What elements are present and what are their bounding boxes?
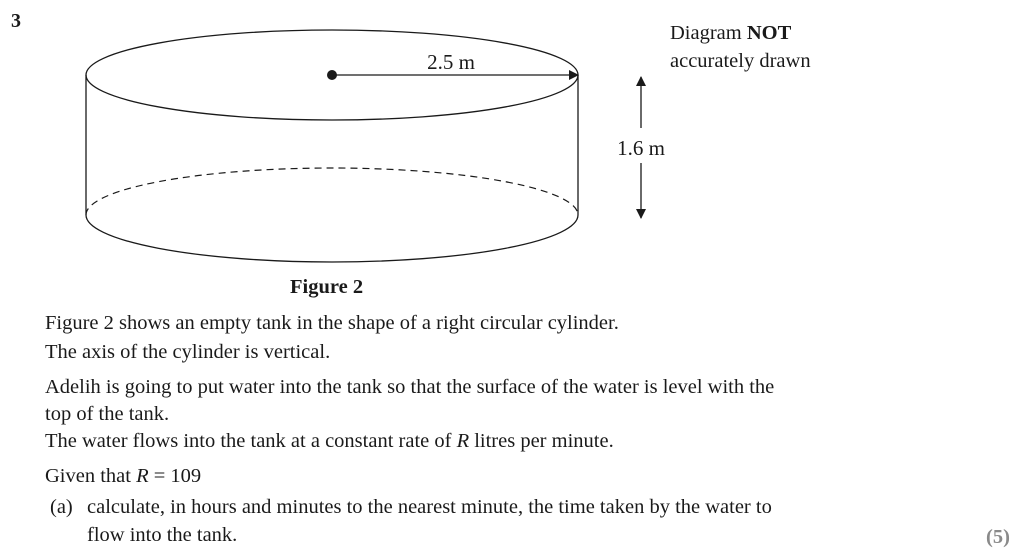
body-line-1: Figure 2 shows an empty tank in the shape of a right circular cylinder.	[45, 312, 619, 334]
body-line-4: top of the tank.	[45, 403, 170, 425]
marks-label: (5)	[986, 526, 1010, 548]
body-line-3: Adelih is going to put water into the tank so that the surface of the water is level with the	[45, 376, 775, 398]
text: Given that	[45, 465, 137, 487]
diagram-note-line2: accurately drawn	[670, 50, 811, 72]
part-a-label: (a)	[50, 496, 73, 518]
note-bold: NOT	[746, 22, 792, 44]
height-label: 1.6 m	[617, 136, 665, 160]
part-a-line-1: calculate, in hours and minutes to the nearest minute, the time taken by the water to	[87, 496, 772, 518]
text: = 109	[148, 465, 202, 487]
body-line-6	[45, 464, 201, 488]
note-text: Diagram	[670, 22, 747, 44]
variable-r: R	[456, 430, 470, 452]
question-number: 3	[11, 10, 21, 32]
body-line-5	[45, 429, 614, 453]
part-a-line-2: flow into the tank.	[87, 524, 238, 546]
body-line-2: The axis of the cylinder is vertical.	[45, 341, 331, 363]
text: litres per minute.	[469, 430, 614, 452]
figure-caption: Figure 2	[290, 276, 364, 298]
radius-label: 2.5 m	[427, 50, 475, 74]
diagram-note	[670, 21, 791, 45]
variable-r: R	[136, 465, 149, 487]
cylinder-bottom-front	[86, 215, 578, 262]
cylinder-bottom-back-dashed	[86, 168, 578, 215]
text: The water flows into the tank at a constant rate of	[45, 430, 457, 452]
